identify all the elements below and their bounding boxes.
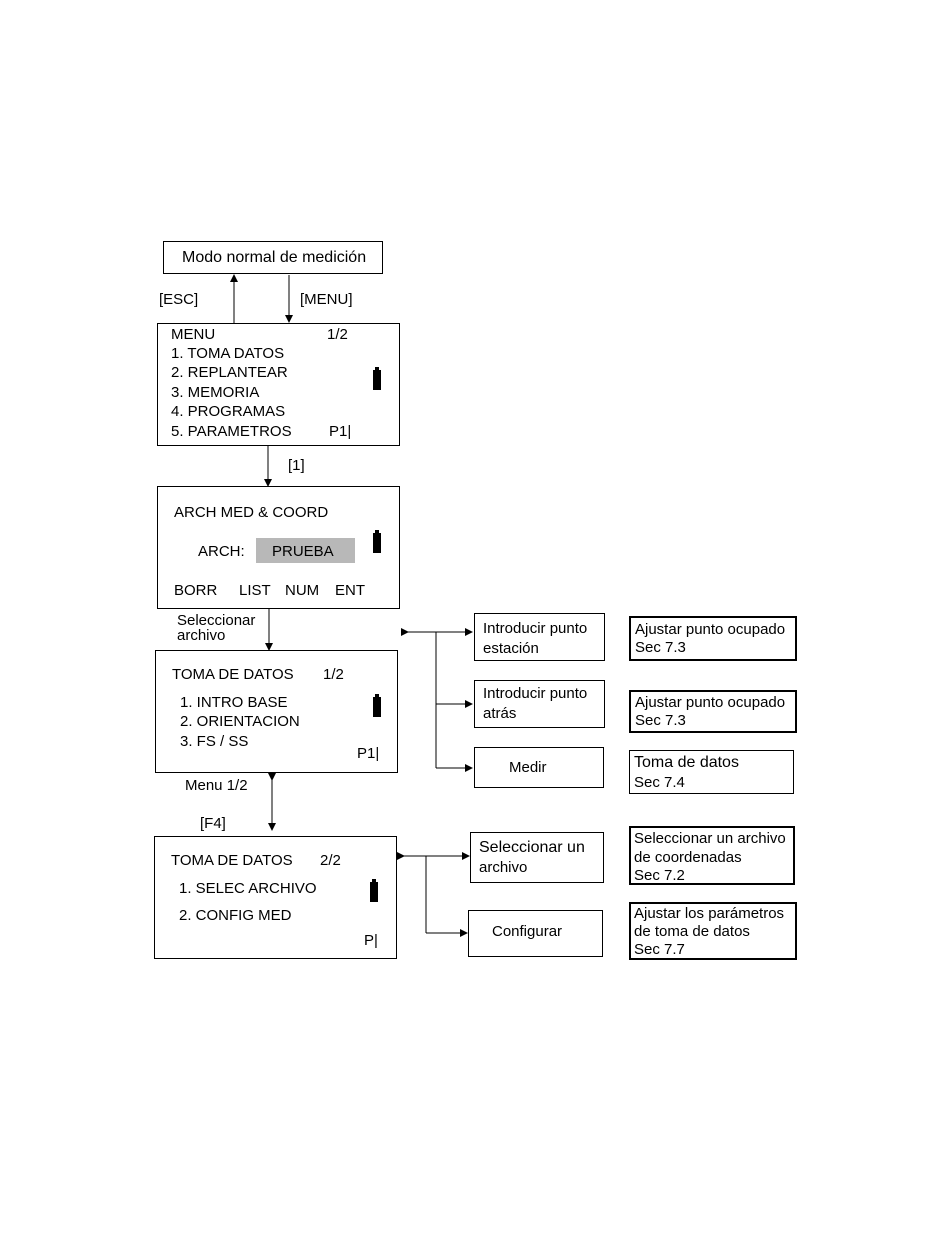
ref-line2: Sec 7.3 [635,712,686,729]
data-screen-1 [155,650,398,773]
menu-item[interactable]: 3. MEMORIA [171,384,260,401]
menu-toggle-label: Menu 1/2 [185,777,248,794]
ref-occupied-point-2 [629,690,797,733]
data1-title: TOMA DE DATOS [172,666,294,683]
esc-key-label: [ESC] [159,291,199,308]
action-line1: Introducir punto [483,685,588,702]
ref-line3: Sec 7.7 [634,941,685,958]
data2-title: TOMA DE DATOS [171,852,293,869]
ref-line1: Seleccionar un archivo [634,830,786,847]
ref-line2: Sec 7.4 [634,774,685,791]
action-line1: Configurar [492,923,563,940]
action-line2: estación [483,640,539,657]
select-file-line1: Seleccionar [177,612,256,629]
action-line1: Introducir punto [483,620,588,637]
select-file-line2: archivo [177,627,226,644]
f4-key-label: [F4] [200,815,226,832]
menu-screen [157,323,400,446]
menu-page: 1/2 [327,326,348,343]
softkey-borr[interactable]: BORR [174,582,218,599]
select-file-label [177,613,255,643]
ref-occupied-point-1 [629,616,797,661]
data-screen-2 [154,836,397,959]
normal-mode-box[interactable] [163,241,383,274]
action-intro-station[interactable] [474,613,605,661]
ref-line1: Ajustar los parámetros [634,905,785,922]
action-line2: archivo [479,859,528,876]
ref-line2: Sec 7.3 [635,639,686,656]
action-configure[interactable] [468,910,603,957]
data1-item[interactable]: 1. INTRO BASE [180,694,288,711]
data2-item[interactable]: 2. CONFIG MED [179,907,292,924]
action-line2: atrás [483,705,517,722]
one-key-label: [1] [288,457,305,474]
data2-softkey[interactable]: P| [364,932,378,949]
action-line1: Seleccionar un [479,839,585,856]
action-intro-back[interactable] [474,680,605,728]
ref-line2: de toma de datos [634,923,750,940]
battery-icon [373,370,381,390]
data2-page: 2/2 [320,852,341,869]
menu-key-label: [MENU] [300,291,353,308]
data1-item[interactable]: 3. FS / SS [180,733,249,750]
ref-line3: Sec 7.2 [634,867,685,884]
action-measure[interactable] [474,747,604,788]
action-line1: Medir [509,759,547,776]
data1-page: 1/2 [323,666,344,683]
menu-item[interactable]: 1. TOMA DATOS [171,345,285,362]
ref-data-params [629,902,797,960]
softkey-num[interactable]: NUM [285,582,320,599]
ref-line1: Toma de datos [634,754,739,771]
normal-mode-label: Modo normal de medición [182,249,367,266]
file-title: ARCH MED & COORD [174,504,329,521]
file-field-label: ARCH: [198,543,245,560]
battery-icon [373,533,381,553]
softkey-list[interactable]: LIST [239,582,271,599]
data1-softkey[interactable]: P1| [357,745,380,762]
ref-select-coord-file [629,826,795,885]
ref-line1: Ajustar punto ocupado [635,621,786,638]
menu-title: MENU [171,326,216,343]
softkey-ent[interactable]: ENT [335,582,365,599]
ref-line2: de coordenadas [634,849,742,866]
battery-icon [370,882,378,902]
data1-item[interactable]: 2. ORIENTACION [180,713,300,730]
ref-data-collection [629,750,794,794]
menu-item[interactable]: 4. PROGRAMAS [171,403,286,420]
action-select-file[interactable] [470,832,604,883]
ref-line1: Ajustar punto ocupado [635,694,786,711]
menu-item[interactable]: 5. PARAMETROS [171,423,292,440]
menu-item[interactable]: 2. REPLANTEAR [171,364,288,381]
data2-item[interactable]: 1. SELEC ARCHIVO [179,880,317,897]
file-screen [157,486,400,609]
file-field-value[interactable]: PRUEBA [272,543,334,560]
battery-icon [373,697,381,717]
menu-softkey[interactable]: P1| [329,423,352,440]
